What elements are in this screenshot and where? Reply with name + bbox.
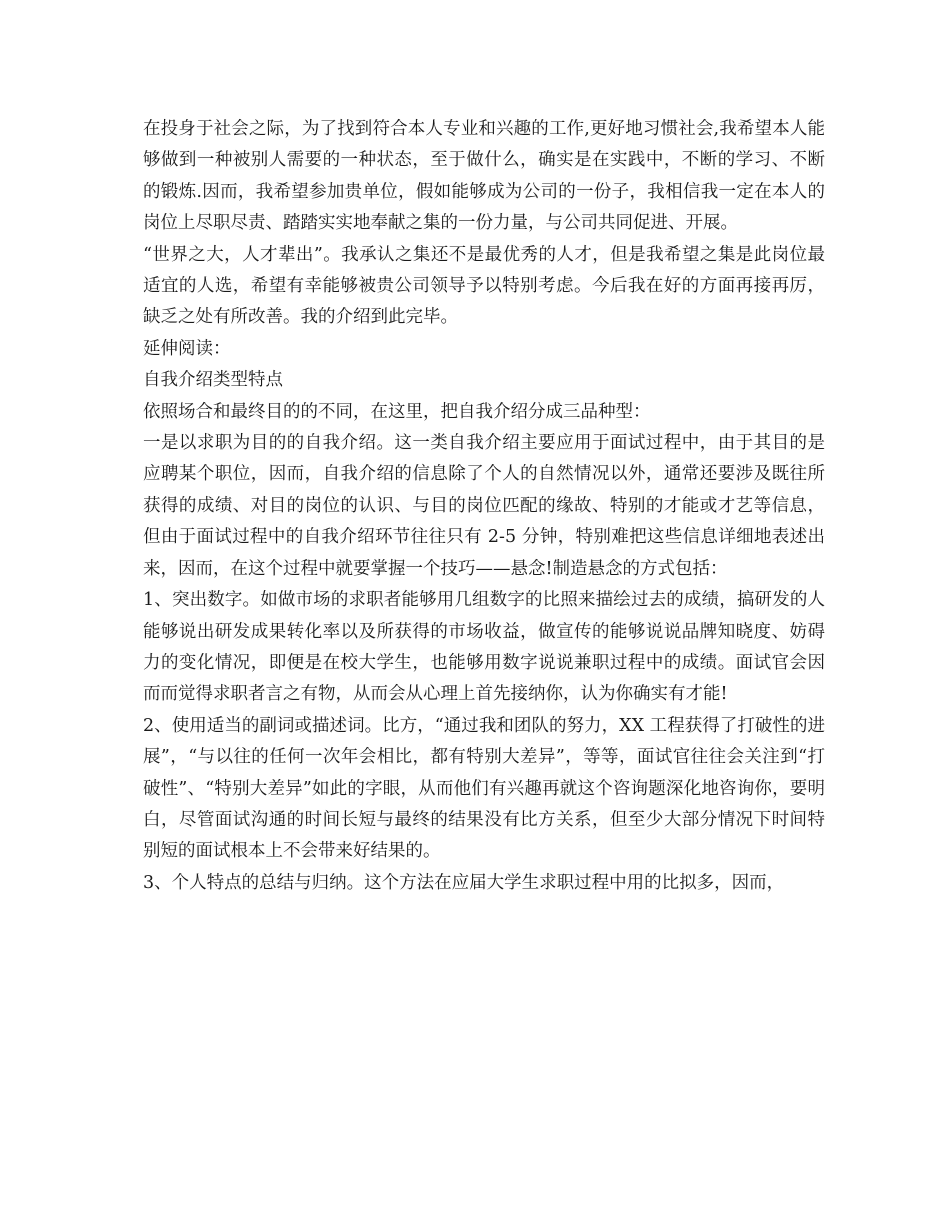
- paragraph-intro-motivation: 在投身于社会之际，为了找到符合本人专业和兴趣的工作,更好地习惯社会,我希望本人能够做到一种被别人需要的一种状态，至于做什么，确实是在实践中，不断的学习、不断的锻炼.因而，我希望参加贵单位，假如能够成为公司的一份子，我相信我一定在本人的岗位上尽职尽责、踏踏实实地奉献之集的一份力量，与公司共同促进、开展。: [143, 119, 825, 234]
- list-item-adverbs-descriptors: 2、使用适当的副词或描述词。比方，“通过我和团队的努力，XX 工程获得了打破性的进展”，“与以往的任何一次年会相比，都有特别大差异”，等等，面试官往往会关注到“打破性”、“特别大差异”如此的字眼，从而他们有兴趣再就这个咨询题深化地咨询你，要明白，尽管面试沟通的时间长短与最终的结果没有比方关系，但至少大部分情况下时间特别短的面试根本上不会带来好结果的。: [143, 715, 825, 862]
- paragraph-job-seeking-intro: 一是以求职为目的的自我介绍。这一类自我介绍主要应用于面试过程中，由于其目的是应聘某个职位，因而，自我介绍的信息除了个人的自然情况以外，通常还要涉及既往所获得的成绩、对目的岗位的认识、与目的岗位匹配的缘故、特别的才能或才艺等信息，但由于面试过程中的自我介绍环节往往只有 2-5 分钟，特别难把这些信息详细地表述出来，因而，在这个过程中就要掌握一个技巧——悬念!制造悬念的方式包括：: [143, 433, 825, 579]
- list-item-personal-traits: 3、个人特点的总结与归纳。这个方法在应届大学生求职过程中用的比拟多，因而，: [143, 872, 785, 893]
- document-body: [143, 114, 825, 899]
- list-item-highlight-numbers: 1、突出数字。如做市场的求职者能够用几组数字的比照来描绘过去的成绩，搞研发的人能够说出研发成果转化率以及所获得的市场收益，做宣传的能够说说品牌知晓度、妨碍力的变化情况，即便是在校大学生，也能够用数字说说兼职过程中的成绩。面试官会因而而觉得求职者言之有物，从而会从心理上首先接纳你，认为你确实有才能!: [143, 590, 825, 705]
- paragraph-extended-reading-label: 延伸阅读：: [143, 338, 231, 359]
- section-heading-self-intro-types: 自我介绍类型特点: [143, 370, 283, 391]
- paragraph-talent-quote: “世界之大，人才辈出”。我承认之集还不是最优秀的人才，但是我希望之集是此岗位最适宜的人选，希望有幸能够被贵公司领导予以特别考虑。今后我在好的方面再接再厉，缺乏之处有所改善。我的介绍到此完毕。: [143, 244, 825, 328]
- paragraph-three-types: 依照场合和最终目的的不同，在这里，把自我介绍分成三品种型：: [143, 401, 651, 422]
